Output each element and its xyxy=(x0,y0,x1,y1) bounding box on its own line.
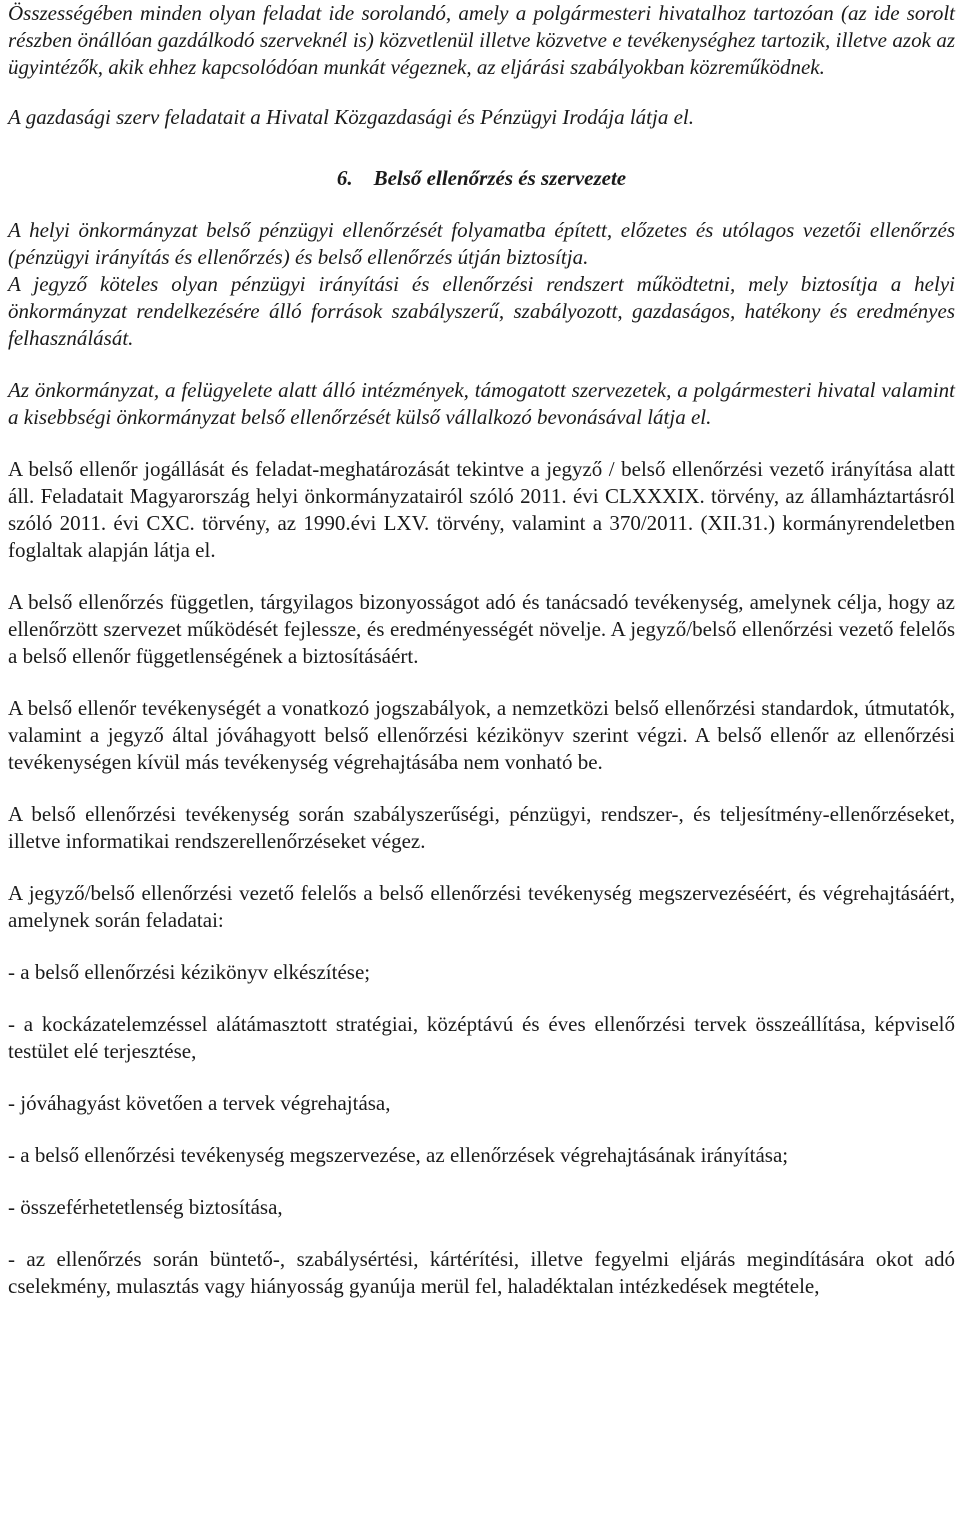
paragraph-jogallas: A belső ellenőr jogállását és feladat-meghatározását tekintve a jegyző / belső ellenőrzési vezető irányítása alatt áll. Feladatait Magyarország helyi önkormányzatairól szóló 2011. évi CLXXXIX. törvény, az államháztartásról szóló 2011. évi CXC. törvény, az 1990.évi LXV. törvény, valamint a 370/2011. (XII.31.) kormányrendeletben foglaltak alapján látja el. xyxy=(8,457,955,562)
list-item-tervek: - a kockázatelemzéssel alátámasztott stratégiai, középtávú és éves ellenőrzési tervek összeállítása, képviselő testület elé terjesztése, xyxy=(8,1012,955,1063)
paragraph-gazdasagi-szerv: A gazdasági szerv feladatait a Hivatal Közgazdasági és Pénzügyi Irodája látja el. xyxy=(8,105,694,129)
list-item-intezkedesek: - az ellenőrzés során büntető-, szabálysértési, kártérítési, illetve fegyelmi eljárás megindítására okot adó cselekmény, mulasztás vagy hiányosság gyanúja merül fel, haladéktalan intézkedések megtétele, xyxy=(8,1247,955,1298)
paragraph-feladatai: A jegyző/belső ellenőrzési vezető felelős a belső ellenőrzési tevékenység megszervezéséért, és végrehajtásáért, amelynek során feladatai: xyxy=(8,881,955,932)
paragraph-jegyzo-koteles: A jegyző köteles olyan pénzügyi irányítási és ellenőrzési rendszert működtetni, mely biztosítja a helyi önkormányzat rendelkezésére álló források szabályszerű, szabályozott, gazdaságos, hatékony és eredményes felhasználását. xyxy=(8,272,955,350)
section-heading: 6. Belső ellenőrzés és szervezete xyxy=(336,166,627,190)
paragraph-helyi-onkormanyzat: A helyi önkormányzat belső pénzügyi ellenőrzését folyamatba épített, előzetes és utólagos vezetői ellenőrzés (pénzügyi irányítás és ellenőrzés) és belső ellenőrzés útján biztosítja. xyxy=(8,218,955,269)
paragraph-onkormanyzat-intezmenyek: Az önkormányzat, a felügyelete alatt álló intézmények, támogatott szervezetek, a polgármesteri hivatal valamint a kisebbségi önkormányzat belső ellenőrzését külső vállalkozó bevonásával látja el. xyxy=(8,378,955,429)
list-item-megszervezes: - a belső ellenőrzési tevékenység megszervezése, az ellenőrzések végrehajtásának irányítása; xyxy=(8,1143,789,1167)
document-page xyxy=(8,0,955,1300)
paragraph-tevekenyseg: A belső ellenőr tevékenységét a vonatkozó jogszabályok, a nemzetközi belső ellenőrzési standardok, útmutatók, valamint a jegyző által jóváhagyott belső ellenőrzési kézikönyv szerint végzi. A belső ellenőr az ellenőrzési tevékenységen kívül más tevékenység végrehajtásába nem vonható be. xyxy=(8,696,955,774)
list-item-vegrehajtas: - jóváhagyást követően a tervek végrehajtása, xyxy=(8,1091,391,1115)
paragraph-ellenorzes-soran: A belső ellenőrzési tevékenység során szabályszerűségi, pénzügyi, rendszer-, és teljesítmény-ellenőrzéseket, illetve informatikai rendszerellenőrzéseket végez. xyxy=(8,802,955,853)
paragraph-fuggetlen: A belső ellenőrzés független, tárgyilagos bizonyosságot adó és tanácsadó tevékenység, amelynek célja, hogy az ellenőrzött szervezet működését fejlessze, és eredményességét növelje. A jegyző/belső ellenőrzési vezető felelős a belső ellenőr függetlenségének a biztosításáért. xyxy=(8,590,955,668)
paragraph-intro: Összességében minden olyan feladat ide sorolandó, amely a polgármesteri hivatalhoz tartozóan (az ide sorolt részben önállóan gazdálkodó szerveknél is) közvetlenül illetve közvetve e tevékenységhez tartozik, illetve azok az ügyintézők, akik ehhez kapcsolódóan munkát végeznek, az eljárási szabályokban közreműködnek. xyxy=(8,1,955,79)
list-item-osszeferhetetlenseg: - összeférhetetlenség biztosítása, xyxy=(8,1195,283,1219)
list-item-kezikonyv: - a belső ellenőrzési kézikönyv elkészítése; xyxy=(8,960,371,984)
